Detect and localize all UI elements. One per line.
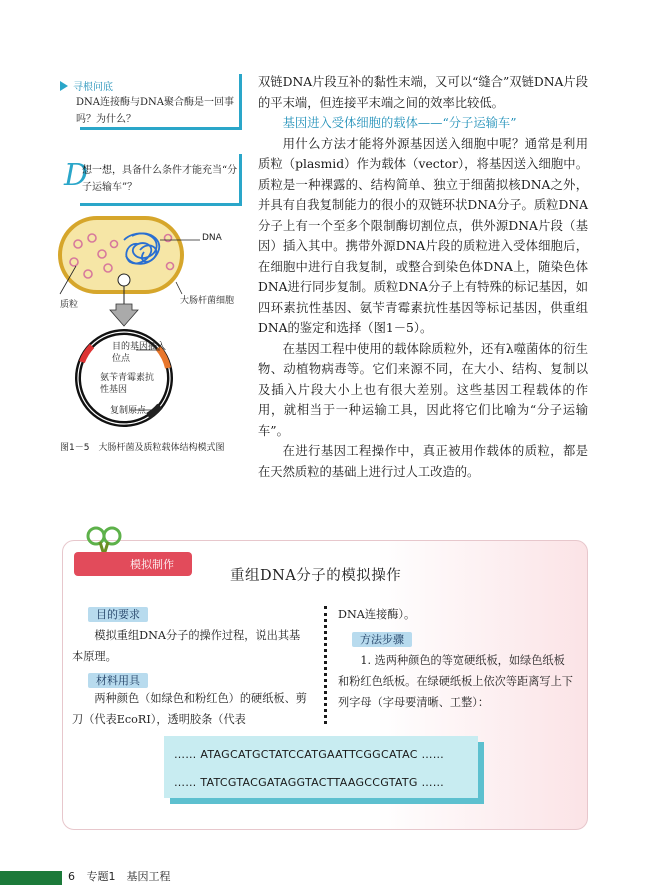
materials-text: 两种颜色（如绿色和粉红色）的硬纸板、剪刀（代表EcoRI），透明胶条（代表	[72, 692, 307, 726]
paragraph-1: 双链DNA片段互补的黏性末端，又可以“缝合”双链DNA片段的平末端，但连接平末端之间的效率比较低。	[258, 75, 588, 110]
callout-think	[60, 154, 242, 206]
label-plasmid: 质粒	[60, 300, 79, 310]
paragraph-3: 在基因工程中使用的载体除质粒外，还有λ噬菌体的衍生物、动植物病毒等。它们来源不同，在大小、结构、复制以及插入片段大小上也有很大差别。这些基因工程载体的作用，就相当于一种运输工具，因此将它们比喻为“分子运输车”。	[258, 341, 588, 438]
label-dna: DNA	[202, 233, 222, 243]
sequence-bottom-strand: …… TATCGTACGATAGGTACTTAAGCCGTATG ……	[174, 776, 445, 789]
goal-text: 模拟重组DNA分子的操作过程，说出其基本原理。	[72, 629, 301, 663]
callout-xungen-title: 寻根问底	[60, 78, 113, 93]
ecoli-plasmid-diagram	[52, 210, 252, 438]
callout-think-body: 想一想，具备什么条件才能充当“分子运输车”？	[82, 165, 238, 193]
section-name: 专题1 基因工程	[86, 870, 171, 883]
callout-border	[239, 74, 242, 130]
callout-xungen	[60, 74, 242, 130]
method-tag: 方法步骤	[352, 628, 412, 647]
think-logo-icon: D	[64, 158, 89, 193]
triangle-icon	[60, 81, 68, 91]
paragraph-2: 用什么方法才能将外源基因送入细胞中呢？通常是利用质粒（plasmid）作为载体（vector），将基因送入细胞中。质粒是一种裸露的、结构简单、独立于细菌拟核DNA之外，并具有自我复制能力的很小的双链环状DNA分子。质粒DNA分子上有一个至多个限制酶切割位点，供外源DNA片段（基因）插入其中。携带外源DNA片段的质粒进入受体细胞后，在细胞中进行自我复制，或整合到染色体DNA上，随染色体DNA进行同步复制。质粒DNA分子上有特殊的标记基因，如四环素抗性基因、氨苄青霉素抗性基因等标记基因，供重组DNA的鉴定和选择（图1－5）。	[258, 136, 588, 335]
footer	[68, 868, 171, 884]
activity-title: 重组DNA分子的模拟操作	[230, 568, 402, 584]
section-subhead: 基因进入受体细胞的载体——“分子运输车”	[282, 116, 517, 130]
paragraph-4: 在进行基因工程操作中，真正被用作载体的质粒，都是在天然质粒的基础上进行过人工改造的。	[258, 444, 588, 479]
arrow-down-icon	[110, 304, 138, 326]
activity-tab-label: 模拟制作	[130, 558, 174, 571]
label-resistance-gene: 氨苄青霉素抗性基因	[100, 373, 155, 395]
figure-caption: 图1－5 大肠杆菌及质粒载体结构模式图	[60, 443, 225, 453]
callout-underline	[80, 203, 242, 206]
label-origin: 复制原点	[110, 406, 147, 416]
label-ecoli: 大肠杆菌细胞	[180, 296, 235, 306]
callout-underline	[80, 127, 242, 130]
goal-tag: 目的要求	[88, 603, 148, 622]
materials-continued: DNA连接酶）。	[338, 608, 416, 621]
materials-tag: 材料用具	[88, 669, 148, 688]
callout-border	[239, 154, 242, 206]
method-text: 1. 选两种颜色的等宽硬纸板，如绿色纸板和粉红色纸板。在绿硬纸板上依次等距离写上下列字母（字母要清晰、工整）：	[338, 654, 573, 709]
callout-xungen-body: DNA连接酶与DNA聚合酶是一回事吗？为什么？	[76, 97, 234, 125]
page-number: 6	[68, 870, 75, 883]
sequence-top-strand: …… ATAGCATGCTATCCATGAATTCGGCATAC ……	[174, 748, 445, 761]
sequence-card	[164, 736, 478, 798]
zoom-circle	[118, 274, 130, 286]
footer-bar	[0, 871, 62, 885]
column-divider	[324, 606, 327, 724]
label-insert-site: 目的基因插入位点	[112, 342, 167, 364]
main-text	[258, 72, 588, 482]
